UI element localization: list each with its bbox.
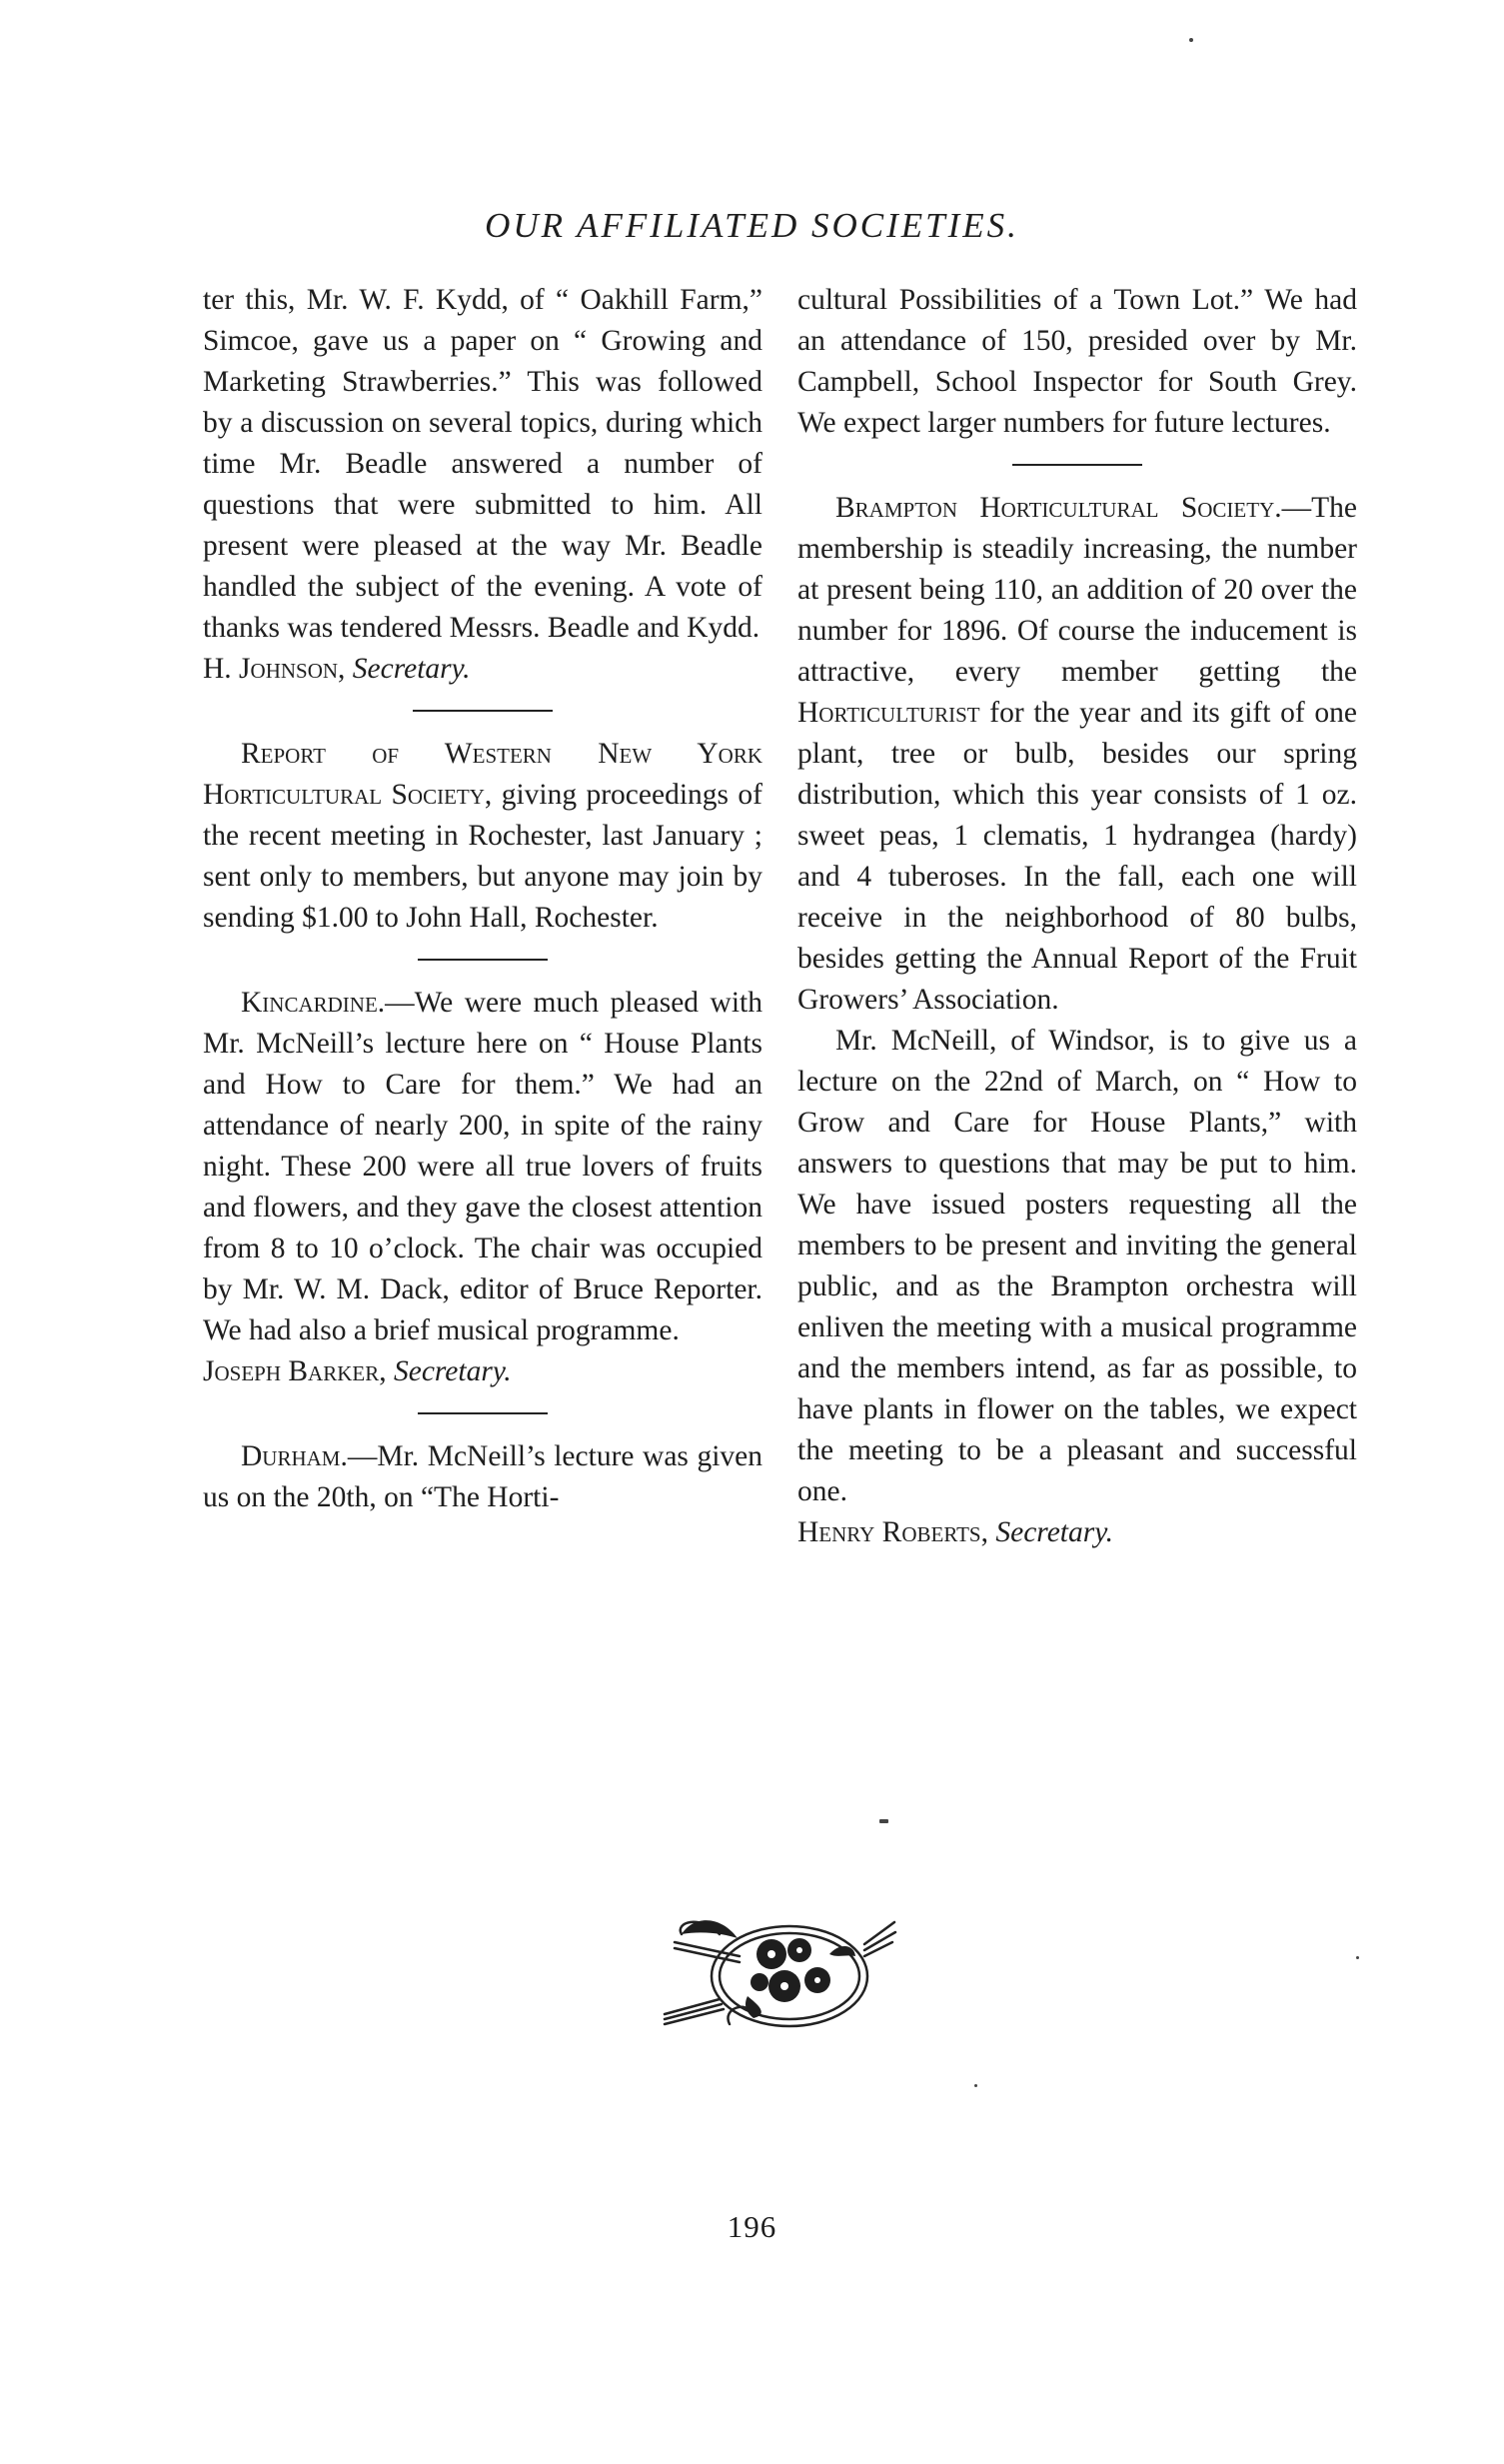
horticulturist-title: Horticulturist (797, 697, 980, 729)
section-rule (418, 959, 548, 961)
roberts-signature (797, 1512, 1357, 1553)
brampton-heading: Brampton Horticultural Society. (835, 492, 1282, 524)
kydd-paragraph: ter this, Mr. W. F. Kydd, of “ Oakhill Farm,” Simcoe, gave us a paper on “ Growing and Marketing Strawberries.” This was followed by a discussion on several topics, during which time Mr. Beadle answered a number of questions that were submitted to him. All present were pleased at the way Mr. Beadle handled the subject of the evening. A vote of thanks was tendered Messrs. Beadle and Kydd. (203, 284, 762, 644)
page-number: 196 (727, 2209, 777, 2244)
section-rule (418, 1412, 548, 1414)
right-column (797, 280, 1357, 1553)
signature-title: Secretary. (352, 653, 471, 685)
brampton-paragraph (797, 488, 1357, 1021)
brampton-text: —The membership is steadily increasing, the number at present being 110, an addition of 20 over the number for 1896. Of course the inducement is attractive, every member getting the (797, 492, 1357, 688)
durham-heading: Durham. (241, 1440, 348, 1472)
western-ny-paragraph (203, 734, 762, 939)
barker-signature (203, 1351, 762, 1392)
durham-text: —Mr. McNeill’s lecture was given us on the 20th, on “The Horti- (203, 1440, 762, 1513)
signature-name: Joseph Barker, (203, 1355, 387, 1387)
durham-continued-paragraph: cultural Possibilities of a Town Lot.” We had an attendance of 150, presided over by Mr. Campbell, School Inspector for South Grey. We expect larger numbers for future lectures. (797, 284, 1357, 439)
scan-speck (879, 1819, 888, 1823)
kincardine-text: —We were much pleased with Mr. McNeill’s lecture here on “ House Plants and How to Care for them.” We had an attendance of nearly 200, in spite of the rainy night. These 200 were all true lovers of fruits and flowers, and they gave the closest attention from 8 to 10 o’clock. The chair was occupied by Mr. W. M. Dack, editor of Bruce Reporter. We had also a brief musical programme. (203, 987, 762, 1346)
johnson-signature (203, 649, 762, 690)
floral-tailpiece-icon (660, 1904, 899, 2034)
mcneill-paragraph: Mr. McNeill, of Windsor, is to give us a lecture on the 22nd of March, on “ How to Grow and Care for House Plants,” with answers to questions that may be put to him. We have issued posters requesting all the members to be present and inviting the general public, and as the Brampton orchestra will enliven the meeting with a musical programme and the members intend, as far as possible, to have plants in flower on the tables, we expect the meeting to be a pleasant and successful one. (797, 1025, 1357, 1507)
western-ny-text: giving proceedings of the recent meeting in Rochester, last January ; sent only to members, but anyone may join by sending $1.00 to John Hall, Rochester. (203, 779, 762, 934)
brampton-text-continued: for the year and its gift of one plant, tree or bulb, besides our spring distribution, which this year consists of 1 oz. sweet peas, 1 clematis, 1 hydrangea (hardy) and 4 tuberoses. In the fall, each one will receive in the neighborhood of 80 bulbs, besides getting the Annual Report of the Fruit Growers’ Association. (797, 697, 1357, 1016)
scan-speck (1189, 38, 1193, 42)
signature-name: Henry Roberts, (797, 1516, 988, 1548)
section-rule (1012, 464, 1142, 466)
signature-title: Secretary. (995, 1516, 1114, 1548)
section-rule (413, 710, 553, 712)
durham-paragraph (203, 1436, 762, 1518)
left-column (203, 280, 762, 1518)
scan-speck (974, 2084, 977, 2087)
kincardine-heading: Kincardine. (241, 987, 386, 1019)
kincardine-paragraph (203, 983, 762, 1351)
signature-name: H. Johnson, (203, 653, 346, 685)
signature-title: Secretary. (393, 1355, 512, 1387)
scan-speck (1356, 1956, 1359, 1959)
running-head: OUR AFFILIATED SOCIETIES. (485, 206, 1019, 245)
western-ny-heading: Report of Western New York Horticultural Society, (203, 738, 762, 811)
